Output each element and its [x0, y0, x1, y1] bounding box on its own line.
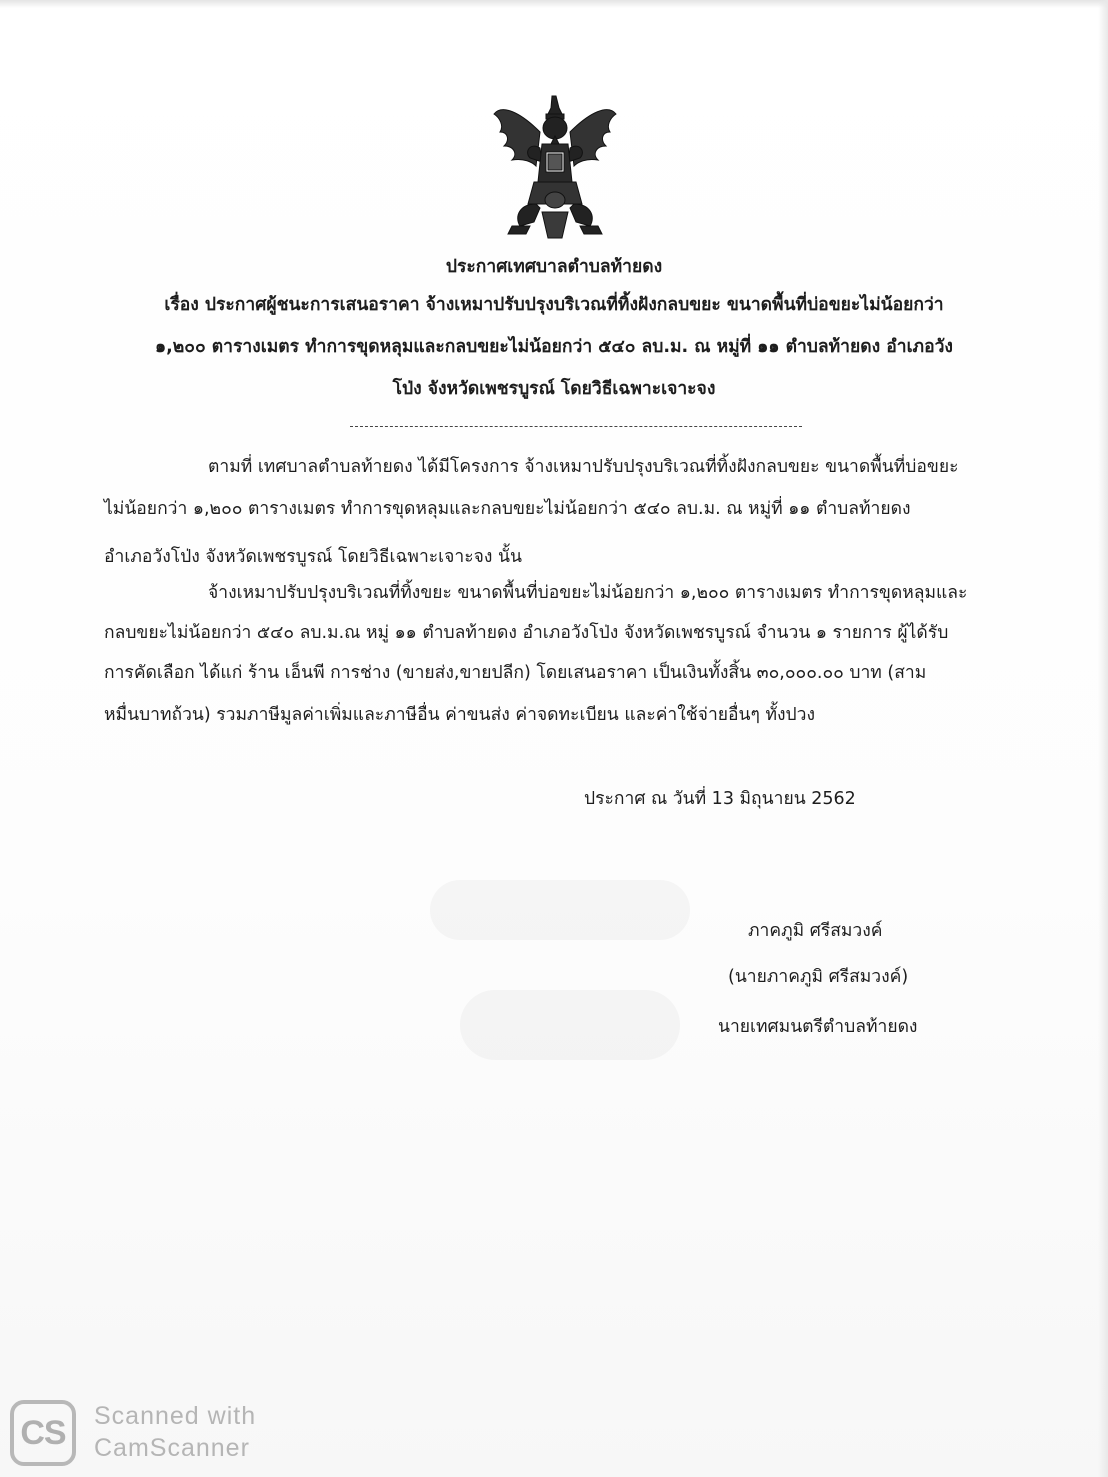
bleed-through-mark: [430, 880, 690, 940]
announcement-date: ประกาศ ณ วันที่ 13 มิถุนายน 2562: [584, 789, 856, 809]
paragraph-2-line: กลบขยะไม่น้อยกว่า ๕๔๐ ลบ.ม.ณ หมู่ ๑๑ ตำบลท้ายดง อำเภอวังโป่ง จังหวัดเพชรบูรณ์ จำนวน ๑ รายการ ผู้ได้รับ: [104, 623, 949, 643]
signature-full-name: (นายภาคภูมิ ศรีสมวงค์): [728, 967, 909, 987]
paragraph-1-line: ไม่น้อยกว่า ๑,๒๐๐ ตารางเมตร ทำการขุดหลุมและกลบขยะไม่น้อยกว่า ๕๔๐ ลบ.ม. ณ หมู่ที่ ๑๑ ตำบลท้ายดง: [104, 499, 911, 519]
paragraph-1-line: อำเภอวังโป่ง จังหวัดเพชรบูรณ์ โดยวิธีเฉพาะเจาะจง นั้น: [104, 547, 522, 567]
subject-line: ๑,๒๐๐ ตารางเมตร ทำการขุดหลุมและกลบขยะไม่น้อยกว่า ๕๔๐ ลบ.ม. ณ หมู่ที่ ๑๑ ตำบลท้ายดง อำเภอวัง: [155, 337, 953, 357]
top-edge-shadow: [0, 0, 1108, 8]
watermark-line-2: CamScanner: [94, 1434, 250, 1462]
section-divider: [350, 426, 802, 427]
paragraph-2-line: จ้างเหมาปรับปรุงบริเวณที่ทิ้งขยะ ขนาดพื้นที่บ่อขยะไม่น้อยกว่า ๑,๒๐๐ ตารางเมตร ทำการขุดหลุมและ: [208, 583, 968, 603]
paragraph-2-line: หมื่นบาทถ้วน) รวมภาษีมูลค่าเพิ่มและภาษีอื่น ค่าขนส่ง ค่าจดทะเบียน และค่าใช้จ่ายอื่นๆ ทั้งปวง: [104, 705, 816, 725]
watermark-line-1: Scanned with: [94, 1402, 257, 1430]
right-edge-shadow: [1098, 0, 1108, 1477]
camscanner-logo-icon: CS: [10, 1400, 76, 1466]
garuda-emblem-icon: [490, 92, 620, 242]
paragraph-1-line: ตามที่ เทศบาลตำบลท้ายดง ได้มีโครงการ จ้างเหมาปรับปรุงบริเวณที่ทิ้งฝังกลบขยะ ขนาดพื้นที่บ่อขยะ: [208, 457, 959, 477]
signature-title: นายเทศมนตรีตำบลท้ายดง: [718, 1017, 918, 1037]
signature-name: ภาคภูมิ ศรีสมวงค์: [748, 921, 883, 941]
announcement-heading: ประกาศเทศบาลตำบลท้ายดง: [445, 257, 663, 277]
camscanner-watermark: [10, 1400, 310, 1470]
paragraph-2-line: การคัดเลือก ได้แก่ ร้าน เอ็นพี การช่าง (ขายส่ง,ขายปลีก) โดยเสนอราคา เป็นเงินทั้งสิ้น ๓๐,๐๐๐.๐๐ บาท (สาม: [104, 663, 927, 683]
bleed-through-mark: [460, 990, 680, 1060]
subject-line: เรื่อง ประกาศผู้ชนะการเสนอราคา จ้างเหมาปรับปรุงบริเวณที่ทิ้งฝังกลบขยะ ขนาดพื้นที่บ่อขยะไม่น้อยกว่า: [164, 295, 944, 315]
subject-line: โป่ง จังหวัดเพชรบูรณ์ โดยวิธีเฉพาะเจาะจง: [392, 379, 716, 399]
